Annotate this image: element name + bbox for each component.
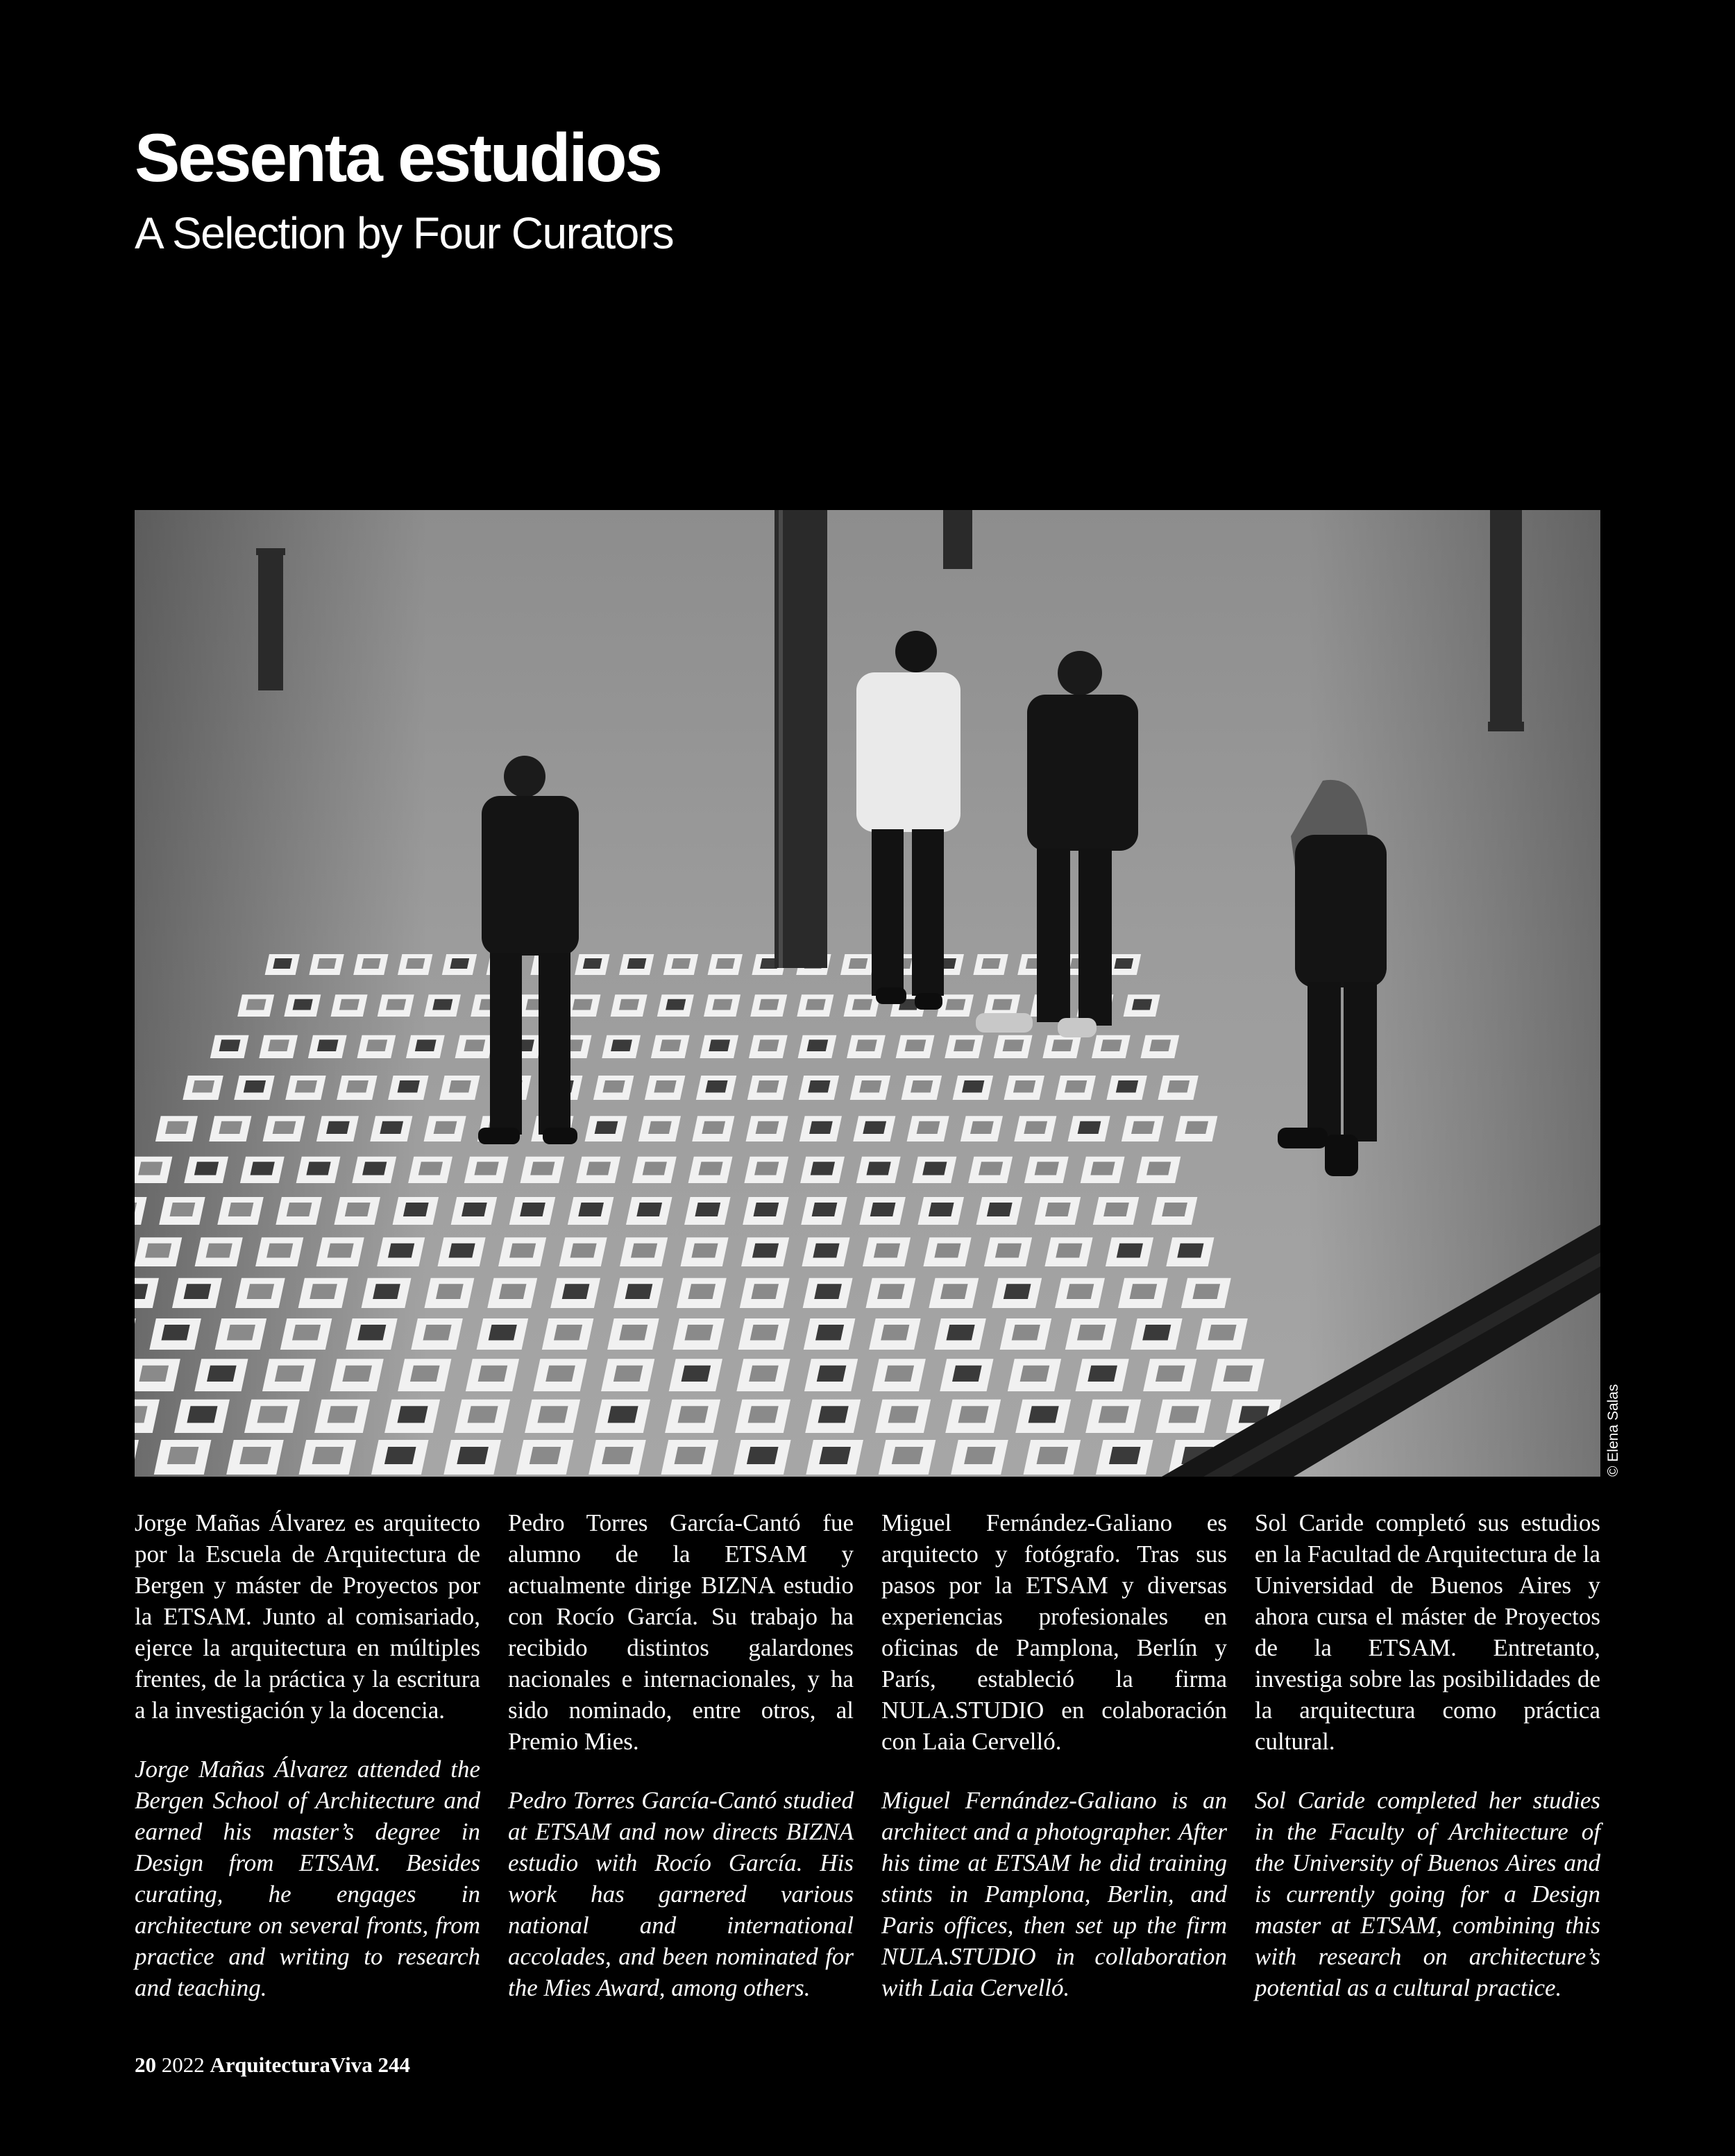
bio-column-jorge — [135, 1507, 480, 2003]
bio-english: Miguel Fernández-Galiano is an architect and a photographer. After his time at ETSAM he did training stints in Pamplona, Berlin, and Paris offices, then set up the firm NULA.STUDIO in collaboration with Laia Cervelló. — [881, 1787, 1227, 2001]
issue-year: 2022 — [161, 2053, 205, 2077]
bio-column-sol — [1255, 1507, 1600, 2003]
page-subtitle: A Selection by Four Curators — [135, 208, 674, 258]
bio-column-pedro — [508, 1507, 854, 2003]
bio-column-miguel — [881, 1507, 1227, 2003]
bio-spanish: Pedro Torres García-Cantó fue alumno de la ETSAM y actualmente dirige BIZNA estudio con Rocío García. Su trabajo ha recibido distintos galardones nacionales e internacionales, y ha sido nominado, entre otros, al Premio Mies. — [508, 1509, 854, 1755]
bio-english: Pedro Torres García-Cantó studied at ETSAM and now directs BIZNA estudio with Rocío García. His work has garnered various national and international accolades, and been nominated for the Mies Award, among others. — [508, 1787, 854, 2001]
bio-spanish: Jorge Mañas Álvarez es arquitecto por la Escuela de Arquitectura de Bergen y máster de Proyectos por la ETSAM. Junto al comisariado, ejerce la arquitectura en múltiples frentes, de la práctica y la escritura a la investigación y la docencia. — [135, 1509, 480, 1724]
page-folio — [135, 2054, 410, 2076]
bio-english: Jorge Mañas Álvarez attended the Bergen School of Architecture and earned his master’s degree in Design from ETSAM. Besides curating, he engages in architecture on several fronts, from practice and writing to research and teaching. — [135, 1756, 480, 2001]
page-number: 20 — [135, 2053, 156, 2077]
photo-credit: © Elena Salas — [1605, 1384, 1621, 1477]
page-title: Sesenta estudios — [135, 119, 661, 196]
bio-spanish: Sol Caride completó sus estudios en la Facultad de Arquitectura de la Universidad de Buenos Aires y ahora cursa el máster de Proyectos de la ETSAM. Entretanto, investiga sobre las posibilidades de la arquitectura como práctica cultural. — [1255, 1509, 1600, 1755]
bio-spanish: Miguel Fernández-Galiano es arquitecto y fotógrafo. Tras sus pasos por la ETSAM y diversas experiencias profesionales en oficinas de Pamplona, Berlín y París, estableció la firma NULA.STUDIO en colaboración con Laia Cervelló. — [881, 1509, 1227, 1755]
magazine-name: ArquitecturaViva 244 — [210, 2053, 410, 2077]
curators-photo — [135, 510, 1600, 1477]
bio-english: Sol Caride completed her studies in the Faculty of Architecture of the University of Buenos Aires and is currently going for a Design master at ETSAM, combining this with research on architecture’s potential as a cultural practice. — [1255, 1787, 1600, 2001]
